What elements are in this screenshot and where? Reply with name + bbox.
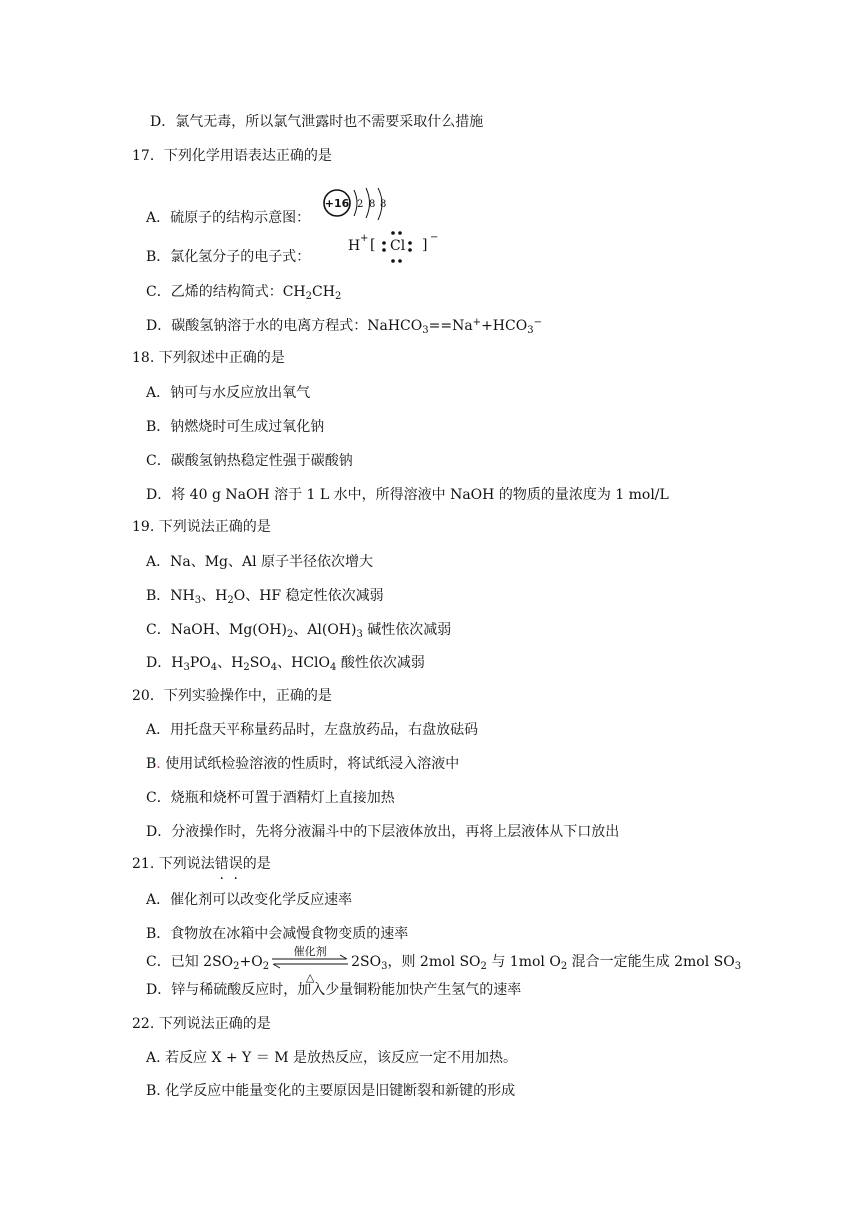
- atom-nucleus-label: +16: [324, 197, 350, 210]
- q20-option-b-letter: B: [146, 756, 157, 772]
- formula-sub: 2: [262, 961, 270, 972]
- q20-option-b-dot: .: [156, 756, 161, 772]
- formula-part: 、H: [201, 588, 228, 604]
- sulfur-atom-structure-diagram: [320, 186, 392, 224]
- formula-part: O、HF 稳定性依次减弱: [233, 588, 384, 604]
- formula-part: B．NH: [146, 588, 195, 604]
- hcl-cl: Cl: [390, 238, 406, 254]
- formula-part: 、HClO: [277, 655, 331, 671]
- hcl-left-bracket: [: [370, 237, 376, 253]
- q19-option-c: [146, 620, 451, 640]
- formula-part: 碱性依次减弱: [362, 622, 452, 638]
- hcl-electron-dots: [380, 230, 416, 264]
- hcl-h: H: [348, 238, 361, 254]
- q22-option-b: B. 化学反应中能量变化的主要原因是旧键断裂和新键的形成: [146, 1083, 516, 1099]
- formula-sub: 4: [330, 662, 337, 673]
- heat-symbol: △: [305, 971, 315, 984]
- q20-stem: 20．下列实验操作中，正确的是: [132, 688, 332, 704]
- formula-part: 与 1mol O: [486, 954, 561, 970]
- formula-sup: −: [533, 317, 542, 328]
- formula-part: C．NaOH、Mg(OH): [146, 622, 287, 638]
- formula-sub: 2: [243, 662, 250, 673]
- q19-option-a: A．Na、Mg、Al 原子半径依次增大: [146, 554, 374, 570]
- q21-stem-emphasis: 误: [228, 856, 243, 872]
- formula-sub: 2: [286, 629, 294, 640]
- formula-part: 混合一定能生成 2mol SO: [567, 954, 735, 970]
- q19-option-b: [146, 586, 384, 606]
- atom-shell-2: 8: [369, 199, 376, 210]
- q17-option-c-text: C．乙烯的结构简式：: [146, 284, 283, 300]
- q17-stem: 17．下列化学用语表达正确的是: [132, 148, 332, 164]
- q20-option-d: D．分液操作时，先将分液漏斗中的下层液体放出，再将上层液体从下口放出: [146, 824, 620, 840]
- q17-option-a: [146, 208, 310, 228]
- formula-part: PO: [189, 655, 211, 671]
- reversible-reaction-arrows: [270, 945, 350, 984]
- formula-sub: 4: [210, 662, 218, 673]
- formula-part: 、H: [217, 655, 244, 671]
- hcl-right-bracket: ]: [422, 237, 428, 253]
- q21-stem-pre: 21. 下列说法: [132, 856, 215, 872]
- q22-stem: 22. 下列说法正确的是: [132, 1016, 271, 1032]
- formula-part: CH: [312, 284, 335, 300]
- formula-sup: +: [472, 317, 482, 328]
- formula-sub: 3: [381, 961, 388, 972]
- q22-option-a: A. 若反应 X + Y ＝ M 是放热反应，该反应一定不用加热。: [146, 1050, 517, 1066]
- q16-option-d: D．氯气无毒，所以氯气泄露时也不需要采取什么措施: [150, 114, 484, 130]
- q17-option-c: [146, 282, 341, 302]
- formula-part: 酸性依次减弱: [336, 655, 425, 671]
- q21-stem-emphasis: 错: [214, 856, 229, 872]
- formula-sub: 4: [270, 662, 278, 673]
- q21-option-b: B．食物放在冰箱中会减慢食物变质的速率: [146, 926, 409, 942]
- hcl-minus: −: [430, 232, 439, 243]
- formula-sub: 3: [356, 629, 363, 640]
- hcl-plus: +: [360, 233, 369, 244]
- catalyst-label: 催化剂: [293, 945, 327, 958]
- formula-sub: 2: [560, 961, 568, 972]
- q18-option-a: A．钠可与水反应放出氧气: [146, 385, 311, 401]
- q18-option-d: D．将 40 g NaOH 溶于 1 L 水中，所得溶液中 NaOH 的物质的量浓度为 1 mol/L: [146, 487, 669, 503]
- atom-shell-3: 8: [380, 199, 387, 210]
- formula-part: 、Al(OH): [293, 622, 357, 638]
- atom-shell-1: 2: [357, 199, 364, 210]
- formula-part: ，则 2mol SO: [387, 954, 481, 970]
- formula-sub: 3: [734, 961, 742, 972]
- q18-option-b: B．钠燃烧时可生成过氧化钠: [146, 419, 325, 435]
- q20-option-c: C．烧瓶和烧杯可置于酒精灯上直接加热: [146, 790, 395, 806]
- formula-part: NaHCO: [367, 318, 423, 334]
- q20-option-b-text: 使用试纸检验溶液的性质时，将试纸浸入溶液中: [160, 756, 460, 772]
- q19-option-d: [146, 653, 425, 673]
- formula-sub: 2: [334, 291, 342, 302]
- hcl-electron-formula: [348, 230, 448, 264]
- formula-sub: 2: [305, 291, 313, 302]
- formula-part: D．H: [146, 655, 184, 671]
- formula-sub: 3: [422, 325, 429, 336]
- q17-option-d: [146, 316, 542, 336]
- formula-sub: 2: [233, 961, 240, 972]
- q17-option-b: B．氯化氢分子的电子式：: [146, 249, 311, 265]
- formula-sub: 3: [527, 325, 534, 336]
- formula-part: C．已知 2SO: [146, 954, 234, 970]
- formula-sub: 3: [194, 595, 202, 606]
- q21-option-d: D．锌与稀硫酸反应时，加入少量铜粉能加快产生氢气的速率: [146, 982, 522, 998]
- q21-stem-post: 的是: [242, 856, 271, 872]
- q18-option-c: C．碳酸氢钠热稳定性强于碳酸钠: [146, 453, 353, 469]
- q19-stem: 19. 下列说法正确的是: [132, 519, 271, 535]
- formula-part: +HCO: [481, 318, 528, 334]
- q17-option-a-text: A．硫原子的结构示意图：: [146, 210, 311, 226]
- formula-part: ==Na: [428, 318, 473, 334]
- q17-option-d-text: D．碳酸氢钠溶于水的电离方程式：: [146, 318, 368, 334]
- formula-part: +O: [239, 954, 263, 970]
- q18-stem: 18. 下列叙述中正确的是: [132, 350, 285, 366]
- q20-option-a: A．用托盘天平称量药品时，左盘放药品，右盘放砝码: [146, 722, 479, 738]
- formula-sub: 2: [227, 595, 234, 606]
- q21-stem: [132, 854, 271, 874]
- q21-option-a: A．催化剂可以改变化学反应速率: [146, 892, 353, 908]
- formula-sub: 2: [480, 961, 487, 972]
- formula-part: CH: [282, 284, 306, 300]
- formula-sub: 3: [183, 662, 190, 673]
- q21-option-c: [146, 945, 742, 984]
- formula-part: SO: [249, 655, 271, 671]
- q20-option-b: [146, 754, 459, 774]
- formula-part: 2SO: [351, 954, 382, 970]
